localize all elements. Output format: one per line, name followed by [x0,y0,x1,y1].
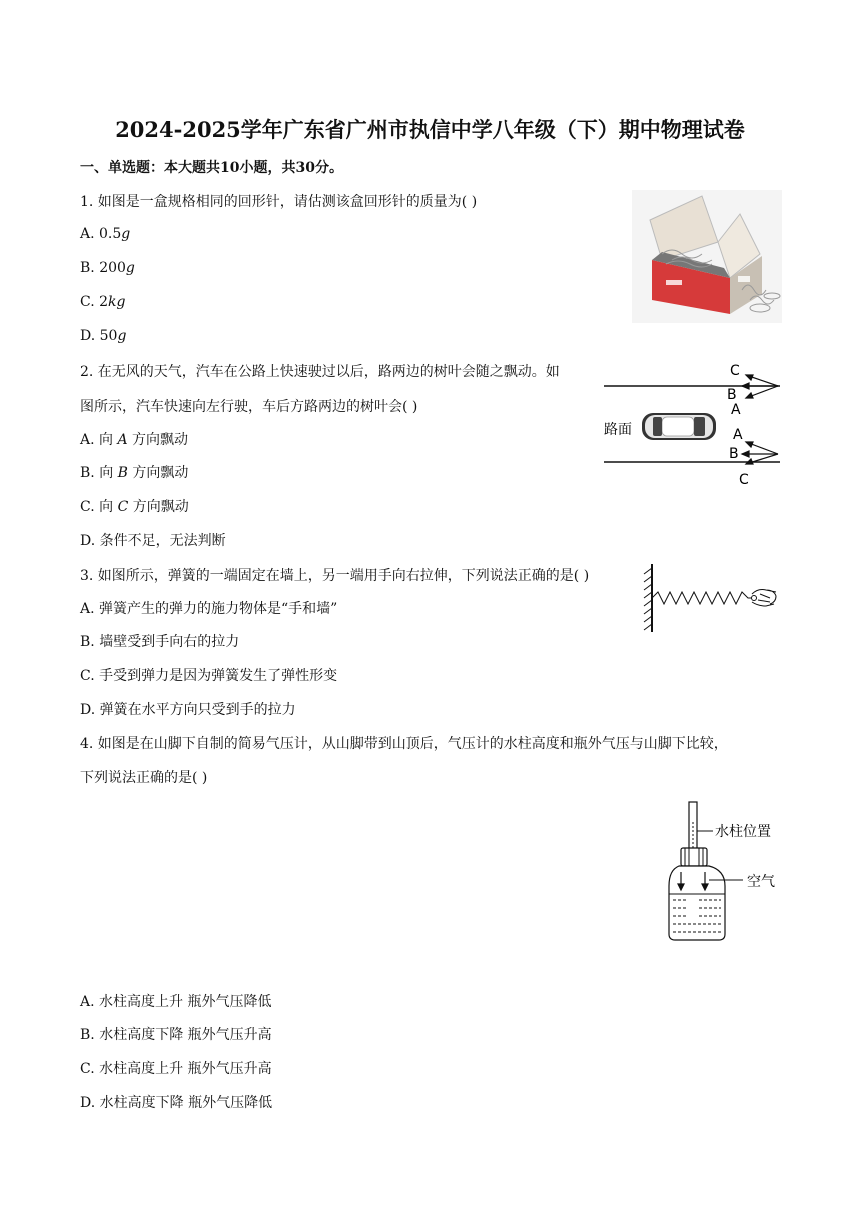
bottom-label-b: B [729,446,739,462]
q1-option-c[interactable] [80,294,125,310]
q2-option-a-post: 方向飘动 [127,432,189,448]
q1-option-a-unit: g [121,226,131,242]
q3-option-a[interactable]: A. 弹簧产生的弹力的施力物体是“手和墙” [80,601,338,617]
paperclip-box-figure [632,190,782,323]
q1-option-d[interactable] [80,328,126,344]
bottom-label-c: C [739,472,749,488]
car-icon [642,413,716,440]
q2-option-b[interactable] [80,462,188,482]
label-water-column: 水柱位置 [715,824,771,840]
label-air: 空气 [747,874,775,890]
q1-stem: 1. 如图是一盒规格相同的回形针，请估测该盒回形针的质量为( ) [80,194,478,210]
top-label-c: C [730,363,740,379]
q3-stem: 3. 如图所示，弹簧的一端固定在墙上，另一端用手向右拉伸，下列说法正确的是( ) [80,568,590,584]
q2-option-b-var: B [117,465,128,481]
q2-option-a-var: A [117,432,128,448]
hand-icon [752,590,777,607]
spring-wall-figure [640,560,782,636]
q3-option-b[interactable]: B. 墙壁受到手向右的拉力 [80,634,240,650]
q4-option-b[interactable]: B. 水柱高度下降 瓶外气压升高 [80,1027,272,1043]
section-heading: 一、单选题：本大题共10小题，共30分。 [80,160,343,176]
spring-icon [652,592,752,604]
q1-option-c-label: C. 2 [80,294,109,310]
road-car-figure [602,360,780,488]
q3-option-c[interactable]: C. 手受到弹力是因为弹簧发生了弹性形变 [80,668,338,684]
q2-stem-line1: 2. 在无风的天气，汽车在公路上快速驶过以后，路两边的树叶会随之飘动。如 [80,364,560,380]
q1-option-b-unit: g [125,260,135,276]
q1-option-a-label: A. 0.5 [80,226,122,242]
bottom-label-a: A [733,427,743,443]
q4-option-a[interactable]: A. 水柱高度上升 瓶外气压降低 [80,994,272,1010]
q4-stem-line1: 4. 如图是在山脚下自制的简易气压计，从山脚带到山顶后，气压计的水柱高度和瓶外气压与山脚下比较， [80,736,728,752]
q1-option-d-unit: g [117,328,127,344]
q2-stem-line2: 图所示，汽车快速向左行驶，车后方路两边的树叶会( ) [80,399,418,415]
top-label-a: A [731,402,741,418]
page-title: 2024-2025学年广东省广州市执信中学八年级（下）期中物理试卷 [115,117,745,142]
top-direction-arrows [742,375,778,398]
q2-option-b-pre: B. 向 [80,465,118,481]
barometer-figure [665,800,785,942]
bottom-direction-arrows [742,442,778,464]
q2-option-d[interactable]: D. 条件不足，无法判断 [80,533,226,549]
q4-option-d[interactable]: D. 水柱高度下降 瓶外气压降低 [80,1095,273,1111]
q2-option-a-pre: A. 向 [80,432,118,448]
q1-option-b[interactable] [80,260,135,276]
q2-option-b-post: 方向飘动 [127,465,189,481]
road-label: 路面 [604,422,632,438]
q1-option-b-label: B. 200 [80,260,126,276]
q4-stem-line2: 下列说法正确的是( ) [80,770,208,786]
q2-option-c-var: C [117,499,129,515]
q2-option-c[interactable] [80,496,189,516]
q4-option-c[interactable]: C. 水柱高度上升 瓶外气压升高 [80,1061,272,1077]
top-label-b: B [727,387,737,403]
q2-option-c-pre: C. 向 [80,499,118,515]
q1-option-d-label: D. 50 [80,328,118,344]
q1-option-a[interactable] [80,226,130,242]
q1-option-c-unit: kg [108,294,126,310]
q2-option-c-post: 方向飘动 [128,499,189,515]
q2-option-a[interactable] [80,429,188,449]
q3-option-d[interactable]: D. 弹簧在水平方向只受到手的拉力 [80,702,296,718]
